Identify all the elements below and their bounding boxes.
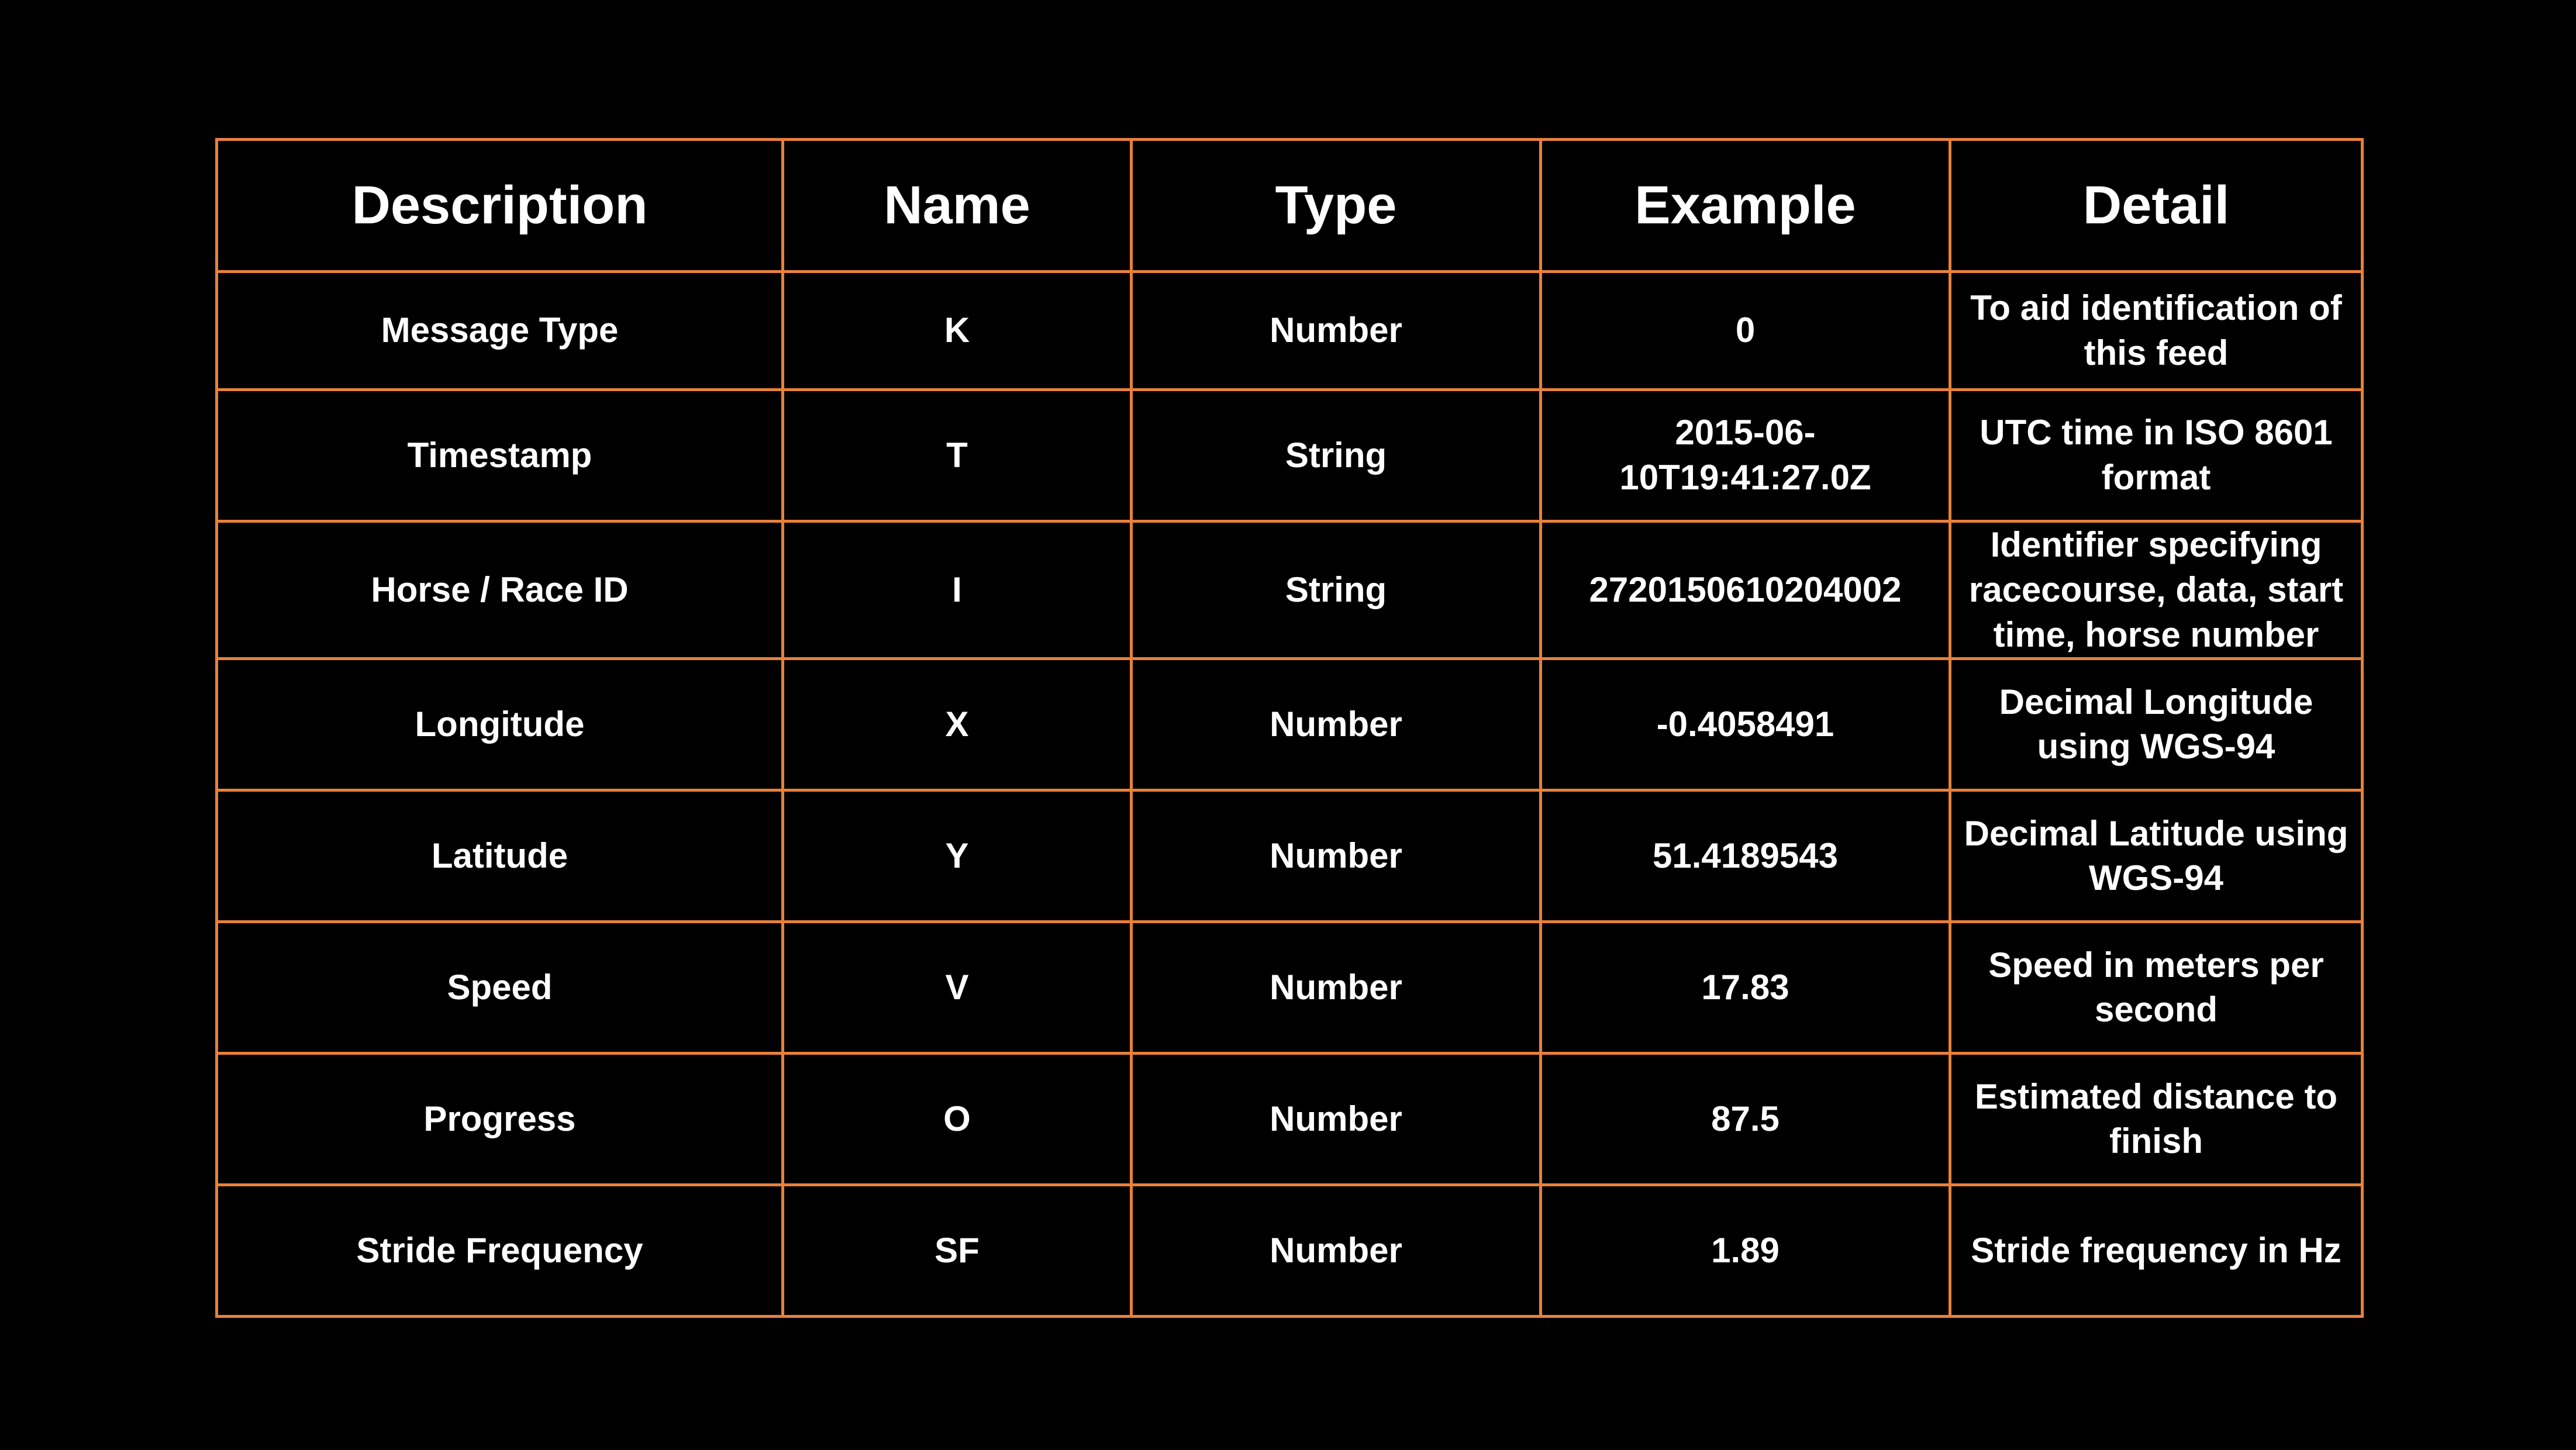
table-row [217,1054,2363,1185]
cell-detail: Estimated distance to finish [1950,1054,2363,1185]
cell-description: Latitude [217,790,783,922]
cell-detail: UTC time in ISO 8601 format [1950,390,2363,522]
cell-name: I [783,522,1132,659]
header-description: Description [217,140,783,272]
data-feed-table [215,138,2364,1318]
header-name: Name [783,140,1132,272]
data-feed-table-container [215,138,2361,1315]
cell-type: Number [1132,1185,1541,1317]
cell-type: Number [1132,790,1541,922]
cell-detail: Decimal Longitude using WGS-94 [1950,659,2363,790]
header-detail: Detail [1950,140,2363,272]
cell-example: 2015-06-10T19:41:27.0Z [1541,390,1950,522]
table-header-row [217,140,2363,272]
cell-detail: To aid identification of this feed [1950,272,2363,390]
cell-detail: Speed in meters per second [1950,922,2363,1054]
cell-detail: Stride frequency in Hz [1950,1185,2363,1317]
cell-type: String [1132,522,1541,659]
table-row [217,922,2363,1054]
cell-example: 87.5 [1541,1054,1950,1185]
table-row [217,390,2363,522]
cell-name: T [783,390,1132,522]
cell-name: O [783,1054,1132,1185]
cell-description: Speed [217,922,783,1054]
cell-example: 2720150610204002 [1541,522,1950,659]
table-row [217,659,2363,790]
cell-type: Number [1132,659,1541,790]
cell-type: String [1132,390,1541,522]
cell-detail: Identifier specifying racecourse, data, start time, horse number [1950,522,2363,659]
cell-description: Horse / Race ID [217,522,783,659]
cell-name: Y [783,790,1132,922]
cell-example: 51.4189543 [1541,790,1950,922]
cell-name: X [783,659,1132,790]
cell-example: -0.4058491 [1541,659,1950,790]
cell-description: Progress [217,1054,783,1185]
cell-description: Longitude [217,659,783,790]
table-row [217,790,2363,922]
cell-example: 0 [1541,272,1950,390]
cell-detail: Decimal Latitude using WGS-94 [1950,790,2363,922]
header-example: Example [1541,140,1950,272]
table-row [217,1185,2363,1317]
cell-description: Message Type [217,272,783,390]
table-row [217,272,2363,390]
cell-example: 17.83 [1541,922,1950,1054]
table-row [217,522,2363,659]
cell-description: Stride Frequency [217,1185,783,1317]
cell-type: Number [1132,272,1541,390]
cell-type: Number [1132,922,1541,1054]
header-type: Type [1132,140,1541,272]
cell-type: Number [1132,1054,1541,1185]
cell-name: SF [783,1185,1132,1317]
cell-name: V [783,922,1132,1054]
cell-example: 1.89 [1541,1185,1950,1317]
cell-name: K [783,272,1132,390]
cell-description: Timestamp [217,390,783,522]
